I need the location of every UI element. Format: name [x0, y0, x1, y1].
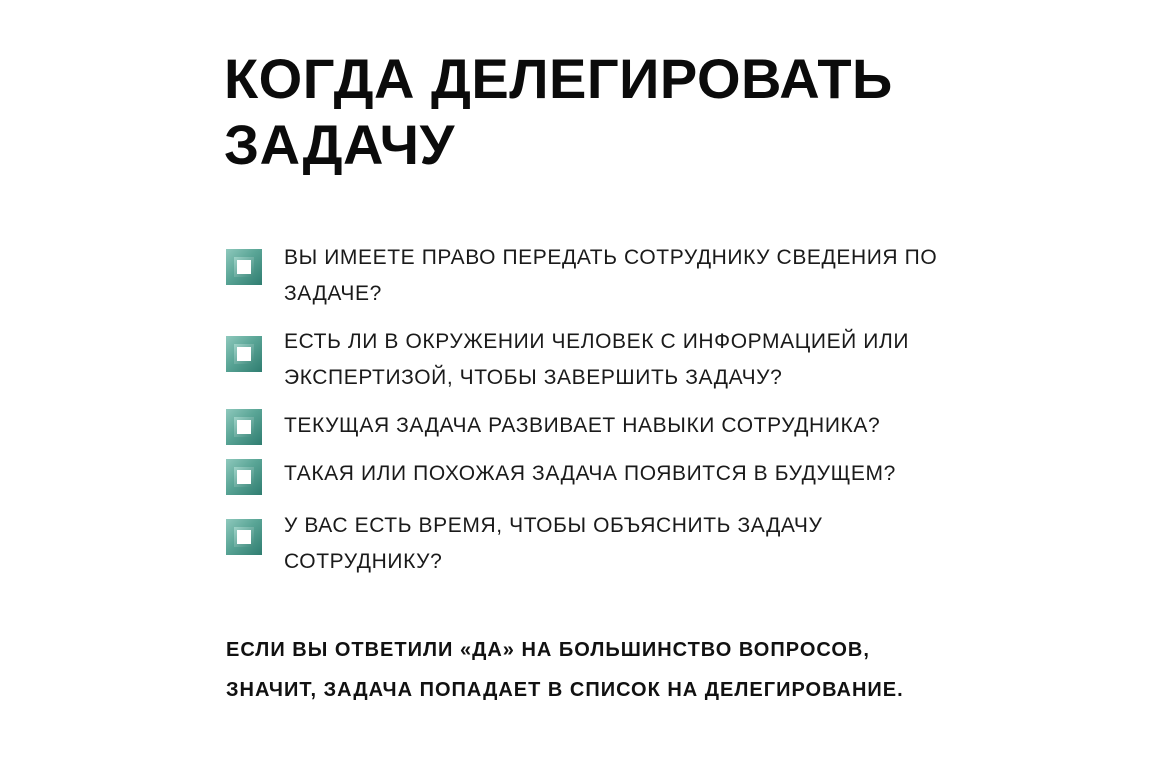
page-title-line-2: ЗАДАЧУ [224, 113, 455, 176]
checkbox-icon[interactable] [226, 409, 262, 445]
checkbox-icon[interactable] [226, 249, 262, 285]
checklist-item-text: ЕСТЬ ЛИ В ОКРУЖЕНИИ ЧЕЛОВЕК С ИНФОРМАЦИЕЙ ИЛИ ЭКСПЕРТИЗОЙ, ЧТОБЫ ЗАВЕРШИТЬ ЗАДАЧУ? [284, 330, 910, 389]
checklist-item-text: У ВАС ЕСТЬ ВРЕМЯ, ЧТОБЫ ОБЪЯСНИТЬ ЗАДАЧУ СОТРУДНИКУ? [284, 514, 823, 573]
checklist-item-text: ВЫ ИМЕЕТЕ ПРАВО ПЕРЕДАТЬ СОТРУДНИКУ СВЕДЕНИЯ ПО ЗАДАЧЕ? [284, 246, 938, 305]
conclusion-line-2: ЗНАЧИТ, ЗАДАЧА ПОПАДАЕТ В СПИСОК НА ДЕЛЕГИРОВАНИЕ. [226, 679, 904, 701]
checkbox-icon[interactable] [226, 519, 262, 555]
page-title-line-1: КОГДА ДЕЛЕГИРОВАТЬ [224, 47, 893, 110]
checklist-item-text: ТАКАЯ ИЛИ ПОХОЖАЯ ЗАДАЧА ПОЯВИТСЯ В БУДУЩЕМ? [284, 462, 896, 485]
checklist-item-text: ТЕКУЩАЯ ЗАДАЧА РАЗВИВАЕТ НАВЫКИ СОТРУДНИКА? [284, 414, 881, 437]
conclusion-text [226, 630, 1046, 710]
page-title [224, 46, 1024, 178]
checkbox-icon[interactable] [226, 459, 262, 495]
conclusion-line-1: ЕСЛИ ВЫ ОТВЕТИЛИ «ДА» НА БОЛЬШИНСТВО ВОПРОСОВ, [226, 639, 870, 661]
checkbox-icon[interactable] [226, 336, 262, 372]
